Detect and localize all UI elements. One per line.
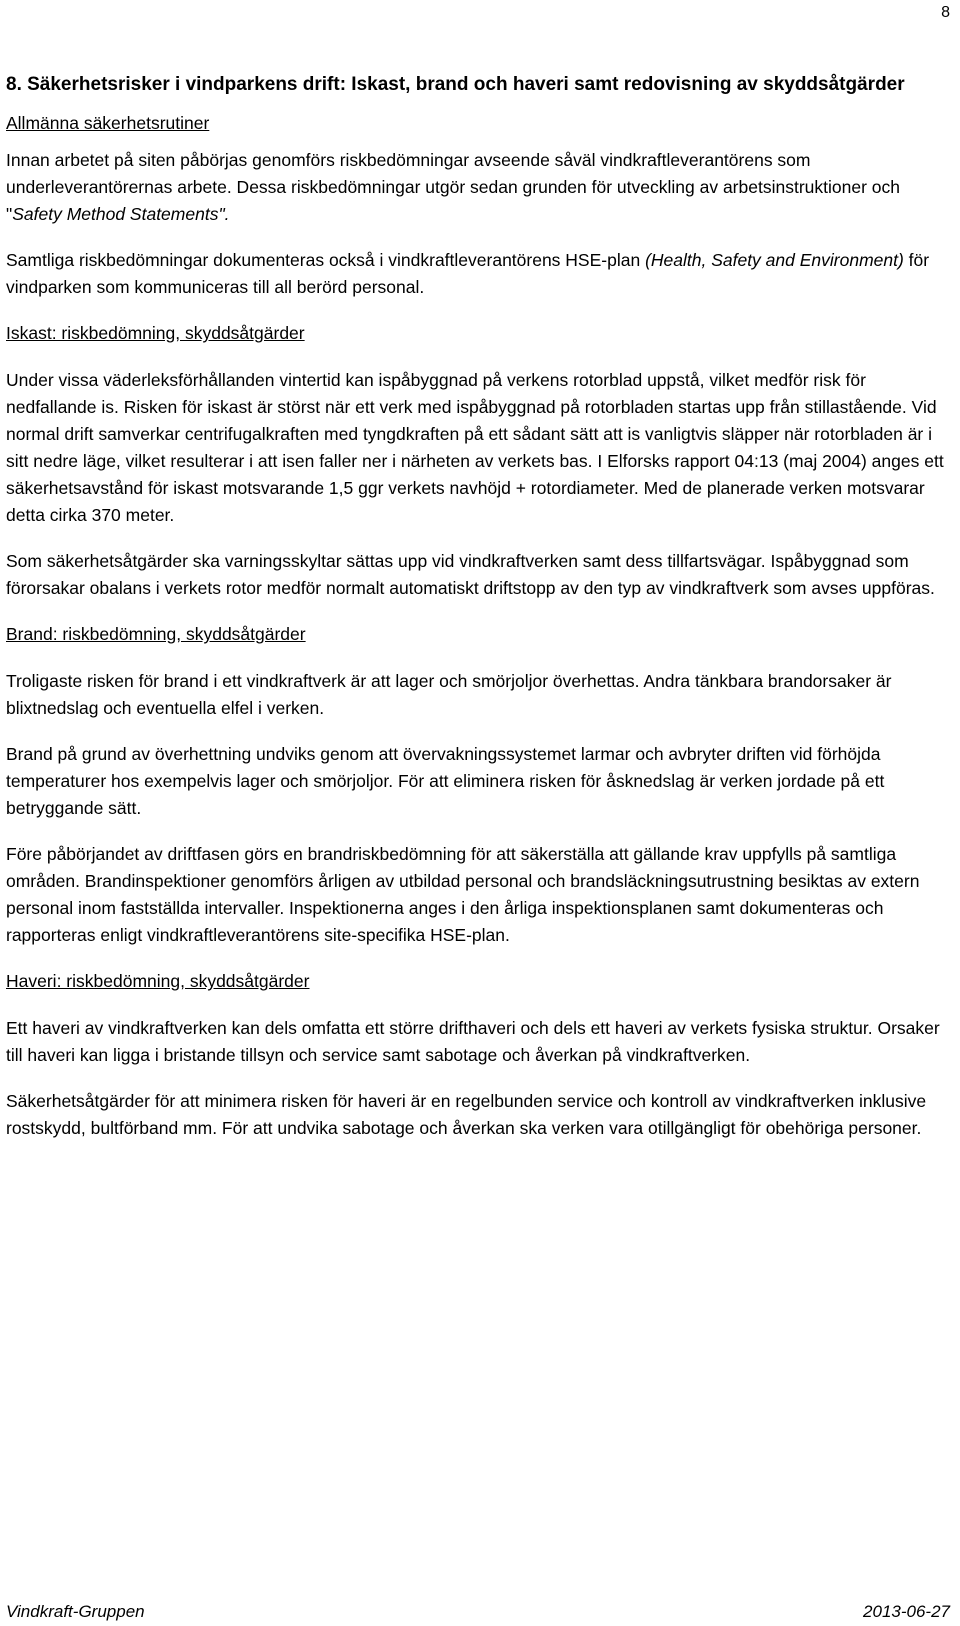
general-p2-text-a: Samtliga riskbedömningar dokumenteras också i vindkraftleverantörens HSE-plan [6,250,646,271]
heading-iskast: Iskast: riskbedömning, skyddsåtgärder [6,323,305,344]
brand-paragraph-2: Brand på grund av överhettning undviks genom att övervakningssystemet larmar och avbryter driften vid förhöjda temperaturer hos exempelvis lager och smörjoljor. För att eliminera risken för åsknedslag är verken jordade på ett betryggande sätt. [6,744,885,819]
general-p2-italic: (Health, Safety and Environment) [645,250,904,271]
general-p1-italic: Safety Method Statements". [12,204,230,225]
heading-general: Allmänna säkerhetsrutiner [6,113,210,134]
brand-paragraph-3: Före påbörjandet av driftfasen görs en brandriskbedömning för att säkerställa att gällande krav uppfylls på samtliga områden. Brandinspektioner genomförs årligen av utbildad personal och brandsläckningsutrustning besiktas av extern personal inom fastställda intervaller. Inspektionerna anges i den årliga inspektionsplanen samt dokumenteras och rapporteras enligt vindkraftleverantörens site-specifika HSE-plan. [6,844,920,946]
haveri-paragraph-1: Ett haveri av vindkraftverken kan dels omfatta ett större drifthaveri och dels ett haveri av verkets fysiska struktur. Orsaker till haveri kan ligga i bristande tillsyn och service samt sabotage och åverkan på vindkraftverken. [6,1018,940,1066]
document-body [6,72,946,1161]
general-paragraph-1 [6,147,946,228]
iskast-paragraph-1: Under vissa väderleksförhållanden vintertid kan ispåbyggnad på verkens rotorblad uppstå, vilket medför risk för nedfallande is. Risken för iskast är störst när ett verk med ispåbyggnad på rotorbladen startas upp från stillastående. Vid normal drift samverkar centrifugalkraften med tyngdkraften på ett sådant sätt att is vanligtvis släpper när rotorbladen är i sitt nedre läge, vilket resulterar i att isen faller ner i närheten av verkets bas. I Elforsks rapport 04:13 (maj 2004) anges ett säkerhetsavstånd för iskast motsvarande 1,5 ggr verkets navhöjd + rotordiameter. Med de planerade verken motsvarar detta cirka 370 meter. [6,370,944,526]
general-paragraph-2 [6,247,946,301]
general-p1-text: Innan arbetet på siten påbörjas genomförs riskbedömningar avseende såväl vindkraftleverantörens som underleverantörernas arbete. Dessa riskbedömningar utgör sedan grunden för utveckling av arbetsinstruktioner och " [6,150,900,225]
footer-date: 2013-06-27 [863,1602,950,1621]
section-title: 8. Säkerhetsrisker i vindparkens drift: Iskast, brand och haveri samt redovisning av skyddsåtgärder [6,74,905,95]
brand-paragraph-1: Troligaste risken för brand i ett vindkraftverk är att lager och smörjoljor överhettas. Andra tänkbara brandorsaker är blixtnedslag och eventuella elfel i verken. [6,671,892,719]
haveri-paragraph-2: Säkerhetsåtgärder för att minimera risken för haveri är en regelbunden service och kontroll av vindkraftverken inklusive rostskydd, bultförband mm. För att undvika sabotage och åverkan ska verken vara otillgängligt för obehöriga personer. [6,1091,927,1139]
general-p2-text-b: för vindparken som kommuniceras till all berörd personal. [6,250,930,298]
footer-company: Vindkraft-Gruppen [6,1602,145,1621]
iskast-paragraph-2: Som säkerhetsåtgärder ska varningsskyltar sättas upp vid vindkraftverken samt dess tillfartsvägar. Ispåbyggnad som förorsakar obalans i verkets rotor medför normalt automatiskt driftstopp av den typ av vindkraftverk som avses uppföras. [6,551,935,599]
heading-brand: Brand: riskbedömning, skyddsåtgärder [6,624,306,645]
heading-haveri: Haveri: riskbedömning, skyddsåtgärder [6,971,310,992]
page-number: 8 [941,4,950,21]
page-footer [6,1596,950,1626]
